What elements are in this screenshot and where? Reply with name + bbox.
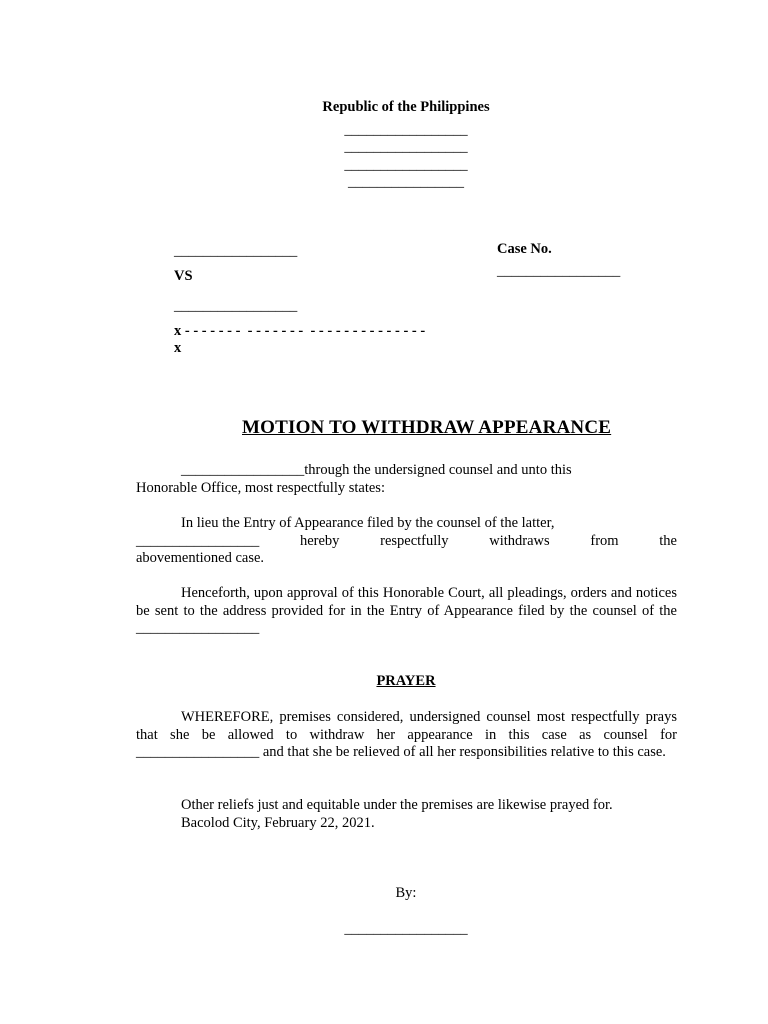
prayer-heading: PRAYER xyxy=(376,673,436,689)
paragraph-2-line-3: abovementioned case. xyxy=(136,550,265,566)
paragraph-3-text: Henceforth, upon approval of this Honorable Court, all pleadings, orders and notices be sent to the address provided for in the Entry of Appearance filed by the counsel of the _________________ xyxy=(136,585,677,636)
word-from: from xyxy=(590,532,619,549)
document-title: MOTION TO WITHDRAW APPEARANCE xyxy=(242,417,612,438)
paragraph-2-line-1: In lieu the Entry of Appearance filed by the counsel of the latter, xyxy=(181,515,555,531)
prayer-paragraph-2 xyxy=(136,797,677,832)
signature-line: _________________ xyxy=(344,921,468,937)
party-blank: _________________ xyxy=(181,462,305,478)
court-line-2: _________________ xyxy=(344,139,468,155)
word-the: the xyxy=(659,532,677,549)
country-header: Republic of the Philippines xyxy=(322,99,490,115)
caption-separator: x - - - - - - - - - - - - - - - - - - - - - - - - - - - - xyxy=(174,323,426,339)
court-line-3: _________________ xyxy=(344,157,468,173)
word-respectfully: respectfully xyxy=(380,532,449,549)
court-line-1: _________________ xyxy=(344,122,468,138)
paragraph-2-line-2 xyxy=(136,533,677,551)
case-no-blank: _________________ xyxy=(497,263,621,279)
caption-separator-end: x xyxy=(174,340,182,356)
body-paragraph-2 xyxy=(136,515,677,568)
body-paragraph-1 xyxy=(136,462,677,497)
court-line-4: ________________ xyxy=(348,174,464,190)
prayer-text: WHEREFORE, premises considered, undersigned counsel most respectfully prays that she be allowed to withdraw her appearance in this case as counsel for _________________ and that she be relieved of all her responsibilities relative to this case. xyxy=(136,709,677,760)
body-paragraph-3 xyxy=(136,585,677,638)
party-2-blank: _________________ xyxy=(174,298,298,314)
place-and-date: Bacolod City, February 22, 2021. xyxy=(181,814,375,831)
other-reliefs-text: Other reliefs just and equitable under the premises are likewise prayed for. xyxy=(181,797,613,813)
prayer-paragraph-1 xyxy=(136,709,677,762)
by-label: By: xyxy=(395,885,417,901)
party-1-blank: _________________ xyxy=(174,243,298,259)
case-no-label: Case No. xyxy=(497,241,552,257)
paragraph-1-line-2: Honorable Office, most respectfully states: xyxy=(136,479,385,496)
word-hereby: hereby xyxy=(299,532,340,549)
client-blank: _________________ xyxy=(136,532,260,549)
word-withdraws: withdraws xyxy=(489,532,550,549)
versus-label: VS xyxy=(174,268,193,284)
paragraph-1-line-1: through the undersigned counsel and unto this xyxy=(304,462,572,478)
